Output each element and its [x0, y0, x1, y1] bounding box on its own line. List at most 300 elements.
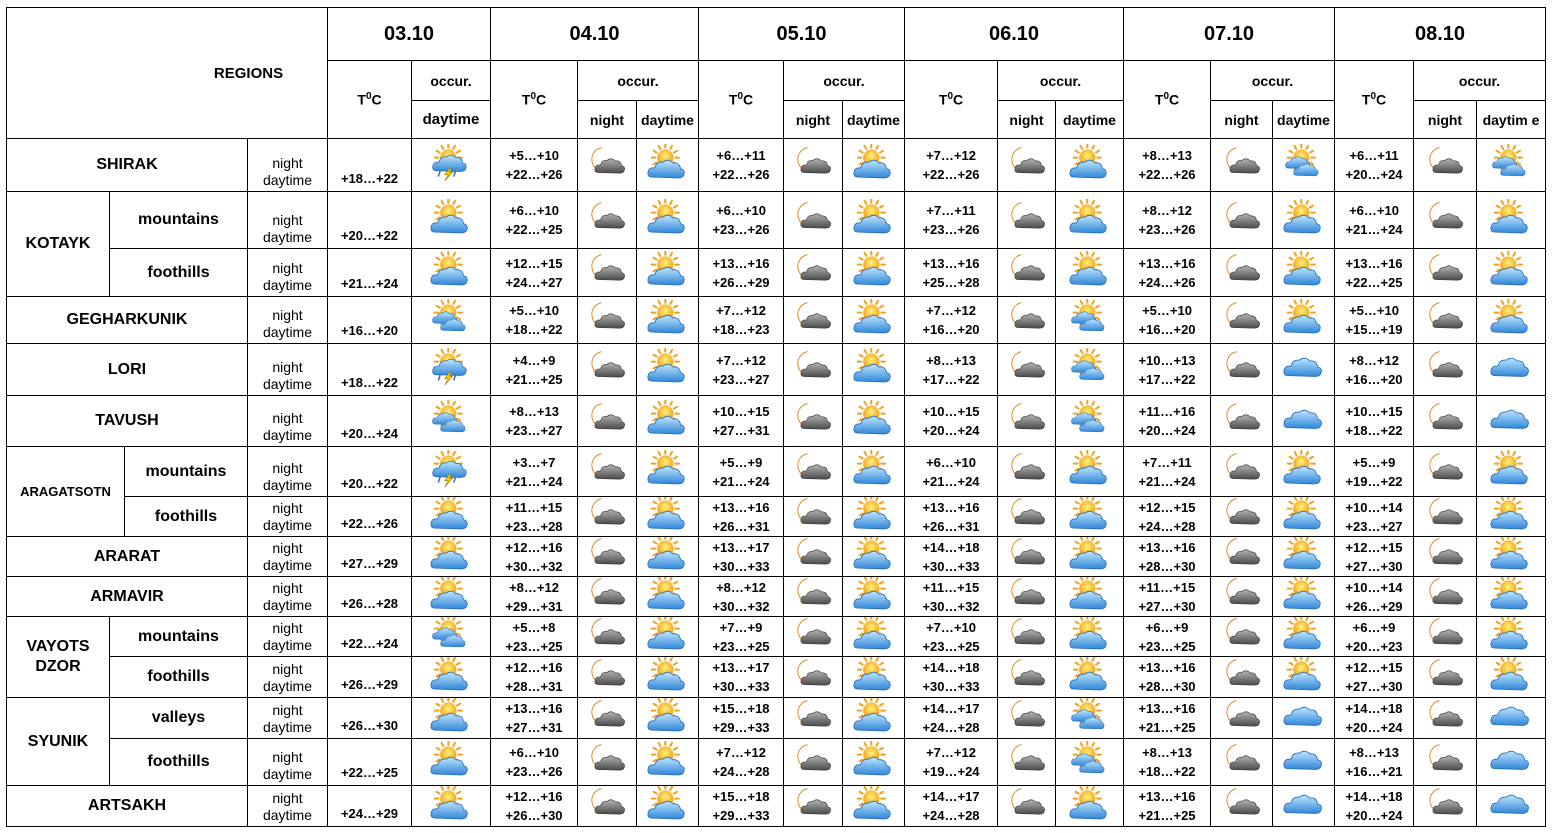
weather-cell — [1210, 248, 1273, 297]
weather-cell — [411, 496, 491, 537]
night-temp: +7…+12 — [926, 148, 976, 163]
weather-cell — [636, 697, 699, 739]
sun-cloud-icon — [853, 450, 895, 493]
sun-cloud-icon — [1069, 785, 1111, 827]
occur-label: occur. — [1251, 72, 1294, 89]
moon-cloud-icon — [1221, 741, 1263, 784]
period-labels — [247, 248, 328, 297]
sun-cloud-icon — [430, 496, 472, 537]
sun-clouds-icon — [1283, 144, 1325, 187]
date-label: 08.10 — [1414, 22, 1466, 45]
sun-cloud-icon — [853, 741, 895, 784]
region-name — [6, 296, 248, 344]
night-temp: +6…+10 — [509, 745, 559, 760]
weather-cell — [577, 576, 637, 617]
night-temp: +10…+14 — [1345, 499, 1403, 515]
daytime-period-label: daytime — [262, 324, 313, 340]
day-temp: +24…+28 — [1138, 518, 1196, 534]
day-temp: +21…+25 — [505, 371, 563, 387]
temp-0310 — [327, 536, 412, 577]
day-temp: +30…+32 — [922, 598, 980, 614]
weather-cell — [1476, 738, 1546, 786]
day-temp: +23…+25 — [1138, 638, 1196, 654]
temp-range-cell — [698, 248, 784, 297]
daytime-period-label: daytime — [262, 172, 313, 188]
temp-range-cell — [490, 576, 578, 617]
day-temp: +27…+31 — [712, 423, 770, 438]
sun-cloud-icon — [647, 299, 689, 342]
daytime-label: daytime — [1063, 111, 1116, 128]
sun-cloud-icon — [853, 616, 895, 657]
day-temp: +21…+25 — [1138, 720, 1196, 735]
night-label: night — [1009, 111, 1044, 128]
sun-clouds-icon — [430, 616, 472, 657]
weather-cell — [842, 296, 905, 344]
weather-cell — [411, 248, 491, 297]
day-temp: +16…+20 — [1345, 371, 1403, 387]
sun-cloud-icon — [853, 785, 895, 827]
moon-cloud-icon — [586, 741, 628, 784]
weather-cell — [577, 616, 637, 657]
temp-range-cell — [1123, 576, 1211, 617]
moon-cloud-icon — [1006, 741, 1048, 784]
daytime-header — [1055, 100, 1124, 139]
night-temp: +12…+16 — [505, 539, 563, 555]
temperature-label — [357, 91, 381, 108]
occur-label: occur. — [823, 72, 865, 89]
temp-range: +21…+24 — [340, 276, 399, 291]
weather-cell — [997, 138, 1056, 192]
weather-cell — [1210, 395, 1273, 447]
weather-cell — [1055, 785, 1124, 827]
sun-cloud-icon — [430, 656, 472, 698]
temp-range-cell — [904, 738, 998, 786]
day-temp: +18…+23 — [712, 322, 770, 337]
weather-cell — [783, 296, 843, 344]
weather-cell — [411, 785, 491, 827]
weather-cell — [783, 576, 843, 617]
daytime-label: daytime — [422, 111, 480, 128]
moon-cloud-icon — [1424, 741, 1466, 784]
night-header — [783, 100, 843, 139]
night-temp: +14…+18 — [1345, 789, 1403, 804]
temp-range-cell — [490, 697, 578, 739]
temp-header — [1123, 60, 1211, 139]
weather-cell — [1476, 576, 1546, 617]
weather-cell — [1476, 656, 1546, 698]
day-temp: +15…+19 — [1345, 322, 1403, 337]
sun-cloud-icon — [1490, 199, 1532, 242]
night-temp: +7…+12 — [926, 745, 976, 760]
night-temp: +13…+16 — [1138, 539, 1196, 555]
weather-cell — [636, 296, 699, 344]
date-header — [904, 7, 1124, 61]
day-temp: +24…+28 — [922, 808, 980, 823]
temp-range: +20…+22 — [340, 228, 399, 243]
moon-cloud-icon — [586, 656, 628, 698]
weather-cell — [1210, 785, 1273, 827]
weather-cell — [842, 738, 905, 786]
weather-cell — [783, 656, 843, 698]
temp-range: +22…+26 — [340, 516, 399, 531]
weather-cell — [842, 536, 905, 577]
temp-range-cell — [490, 395, 578, 447]
weather-cell — [636, 138, 699, 192]
subregion-name — [109, 248, 248, 297]
weather-cell — [783, 697, 843, 739]
day-temp: +28…+31 — [505, 679, 563, 694]
sun-clouds-icon — [1069, 400, 1111, 443]
moon-cloud-icon — [1006, 144, 1048, 187]
region-label: TAVUSH — [95, 412, 159, 429]
weather-cell — [636, 496, 699, 537]
subregion-name — [124, 446, 248, 497]
weather-cell — [842, 343, 905, 396]
weather-cell — [577, 656, 637, 698]
weather-cell — [1272, 536, 1335, 577]
moon-cloud-icon — [1221, 199, 1263, 242]
night-temp: +6…+9 — [1352, 619, 1396, 635]
day-temp: +24…+26 — [1138, 274, 1196, 290]
moon-cloud-icon — [792, 251, 834, 294]
day-temp: +22…+26 — [1138, 167, 1196, 182]
moon-cloud-icon — [792, 496, 834, 537]
sun-cloud-icon — [1069, 450, 1111, 493]
day-temp: +20…+24 — [1345, 167, 1403, 182]
moon-cloud-icon — [1221, 785, 1263, 827]
weather-cell — [411, 446, 491, 497]
weather-cell — [997, 697, 1056, 739]
night-temp: +6…+9 — [1145, 619, 1189, 635]
region-label: ARARAT — [93, 547, 161, 565]
moon-cloud-icon — [1424, 299, 1466, 342]
region-label: ARTSAKH — [87, 797, 167, 814]
weather-cell — [997, 446, 1056, 497]
night-period-label: night — [272, 500, 303, 516]
weather-cell — [636, 738, 699, 786]
sun-cloud-icon — [1490, 496, 1532, 537]
period-labels — [247, 343, 328, 396]
temp-label-t: T — [357, 91, 366, 108]
temperature-label — [522, 91, 546, 108]
sun-cloud-icon — [853, 299, 895, 342]
moon-cloud-icon — [586, 785, 628, 827]
temp-range-cell — [1334, 446, 1414, 497]
night-period-label: night — [272, 359, 303, 375]
sun-clouds-icon — [1069, 299, 1111, 342]
night-period-label: night — [272, 212, 303, 228]
sun-cloud-icon — [430, 251, 472, 294]
weather-cell — [1413, 191, 1477, 249]
temperature-label — [1155, 91, 1179, 108]
night-temp: +6…+10 — [926, 454, 976, 470]
moon-cloud-icon — [1006, 400, 1048, 443]
period-labels — [247, 446, 328, 497]
weather-cell — [1272, 138, 1335, 192]
night-label: night — [1427, 111, 1463, 128]
weather-cell — [411, 656, 491, 698]
date-label: 03.10 — [383, 22, 435, 45]
sun-cloud-icon — [647, 576, 689, 617]
night-temp: +5…+10 — [1349, 303, 1399, 318]
day-temp: +30…+32 — [712, 598, 770, 614]
day-temp: +16…+20 — [1138, 322, 1196, 337]
occur-header — [577, 60, 699, 101]
temp-range-cell — [904, 446, 998, 497]
temp-range-cell — [490, 785, 578, 827]
temp-range-cell — [698, 496, 784, 537]
temp-0310 — [327, 296, 412, 344]
date-header — [327, 7, 491, 61]
subregion-label: foothills — [154, 507, 218, 525]
temp-range-cell — [904, 395, 998, 447]
sun-cloud-icon — [853, 697, 895, 739]
weather-cell — [1055, 248, 1124, 297]
day-temp: +17…+22 — [1138, 371, 1196, 387]
night-period-label: night — [272, 155, 303, 171]
weather-cell — [1055, 446, 1124, 497]
temp-0310 — [327, 395, 412, 447]
temp-range: +22…+25 — [340, 765, 399, 780]
moon-cloud-icon — [1424, 616, 1466, 657]
night-temp: +5…+9 — [719, 454, 763, 470]
region-name — [6, 446, 125, 537]
moon-cloud-icon — [792, 348, 834, 391]
weather-cell — [1210, 576, 1273, 617]
moon-cloud-icon — [1221, 144, 1263, 187]
weather-cell — [577, 536, 637, 577]
sun-cloud-icon — [853, 576, 895, 617]
night-temp: +10…+15 — [712, 404, 770, 419]
temperature-label — [1362, 91, 1386, 108]
temp-range-cell — [904, 343, 998, 396]
moon-cloud-icon — [1006, 199, 1048, 242]
sun-cloud-icon — [853, 536, 895, 577]
temp-range-cell — [1123, 446, 1211, 497]
weather-cell — [783, 616, 843, 657]
temp-range-cell — [1123, 616, 1211, 657]
weather-cell — [842, 576, 905, 617]
region-name — [6, 395, 248, 447]
weather-cell — [1055, 343, 1124, 396]
moon-cloud-icon — [1006, 785, 1048, 827]
weather-cell — [1413, 785, 1477, 827]
weather-cell — [1210, 343, 1273, 396]
weather-cell — [636, 536, 699, 577]
weather-cell — [1413, 446, 1477, 497]
weather-cell — [577, 248, 637, 297]
temp-range: +18…+22 — [340, 375, 399, 390]
temp-range-cell — [1123, 656, 1211, 698]
moon-cloud-icon — [792, 450, 834, 493]
weather-cell — [842, 656, 905, 698]
cloud-icon — [1490, 741, 1532, 784]
weather-cell — [1413, 536, 1477, 577]
night-temp: +12…+15 — [1345, 660, 1403, 675]
day-temp: +23…+26 — [712, 222, 770, 237]
sun-cloud-icon — [647, 496, 689, 537]
night-temp: +13…+16 — [1345, 255, 1403, 271]
sun-cloud-icon — [853, 496, 895, 537]
weather-cell — [1055, 656, 1124, 698]
weather-cell — [411, 343, 491, 396]
night-temp: +14…+18 — [922, 660, 980, 675]
weather-cell — [577, 395, 637, 447]
sun-cloud-icon — [1283, 199, 1325, 242]
temp-range-cell — [490, 248, 578, 297]
period-labels — [247, 785, 328, 827]
storm-icon — [430, 450, 472, 493]
day-temp: +27…+30 — [1138, 598, 1196, 614]
sun-cloud-icon — [647, 741, 689, 784]
night-temp: +13…+17 — [712, 660, 770, 675]
sun-cloud-icon — [1069, 656, 1111, 698]
temp-range-cell — [698, 576, 784, 617]
day-temp: +29…+31 — [505, 598, 563, 614]
temp-range-cell — [1334, 191, 1414, 249]
moon-cloud-icon — [586, 251, 628, 294]
moon-cloud-icon — [586, 576, 628, 617]
temp-range-cell — [1334, 138, 1414, 192]
sun-cloud-icon — [1283, 616, 1325, 657]
weather-cell — [783, 496, 843, 537]
temp-range: +16…+20 — [340, 323, 399, 338]
temp-0310 — [327, 656, 412, 698]
occur-label: occur. — [1039, 72, 1082, 89]
moon-cloud-icon — [1424, 251, 1466, 294]
moon-cloud-icon — [1424, 656, 1466, 698]
temp-range-cell — [490, 616, 578, 657]
temp-range-cell — [1123, 138, 1211, 192]
moon-cloud-icon — [792, 616, 834, 657]
day-temp: +23…+27 — [1345, 518, 1403, 534]
night-temp: +15…+18 — [712, 789, 770, 804]
weather-cell — [636, 395, 699, 447]
night-temp: +5…+10 — [509, 303, 559, 318]
night-period-label: night — [272, 790, 303, 806]
occur-label: occur. — [430, 72, 472, 89]
night-temp: +12…+16 — [505, 789, 563, 804]
moon-cloud-icon — [1221, 251, 1263, 294]
night-temp: +8…+12 — [1142, 203, 1192, 218]
day-temp: +23…+26 — [1138, 222, 1196, 237]
weather-cell — [1210, 738, 1273, 786]
period-labels — [247, 697, 328, 739]
weather-cell — [1272, 576, 1335, 617]
night-period-label: night — [272, 580, 303, 596]
sun-cloud-icon — [1283, 576, 1325, 617]
date-label: 07.10 — [1203, 22, 1255, 45]
daytime-period-label: daytime — [262, 427, 313, 443]
temp-range-cell — [904, 656, 998, 698]
weather-cell — [1413, 248, 1477, 297]
temp-range-cell — [698, 395, 784, 447]
night-temp: +8…+12 — [1349, 352, 1399, 368]
temp-range-cell — [698, 616, 784, 657]
moon-cloud-icon — [586, 144, 628, 187]
subregion-label: mountains — [138, 211, 219, 228]
night-temp: +5…+8 — [512, 619, 556, 635]
day-temp: +18…+22 — [505, 322, 563, 337]
sun-cloud-icon — [1283, 251, 1325, 294]
sun-cloud-icon — [647, 785, 689, 827]
weather-cell — [842, 191, 905, 249]
night-temp: +8…+13 — [1142, 745, 1192, 760]
day-temp: +22…+25 — [505, 222, 563, 237]
weather-cell — [842, 785, 905, 827]
weather-cell — [411, 536, 491, 577]
temp-range-cell — [1334, 785, 1414, 827]
moon-cloud-icon — [586, 299, 628, 342]
sun-cloud-icon — [430, 576, 472, 617]
sun-cloud-icon — [1069, 616, 1111, 657]
sun-cloud-icon — [1283, 299, 1325, 342]
weather-cell — [997, 496, 1056, 537]
temp-0310 — [327, 446, 412, 497]
weather-cell — [577, 343, 637, 396]
moon-cloud-icon — [792, 576, 834, 617]
moon-cloud-icon — [586, 199, 628, 242]
temp-label-unit: C — [953, 91, 964, 108]
sun-cloud-icon — [1490, 299, 1532, 342]
moon-cloud-icon — [792, 199, 834, 242]
period-labels — [247, 296, 328, 344]
temp-range-cell — [490, 738, 578, 786]
weather-cell — [636, 576, 699, 617]
sun-cloud-icon — [853, 348, 895, 391]
day-temp: +28…+30 — [1138, 558, 1196, 574]
temp-range-cell — [1334, 656, 1414, 698]
period-labels — [247, 616, 328, 657]
temp-range-cell — [1334, 496, 1414, 537]
weather-cell — [1210, 616, 1273, 657]
temp-label-unit: C — [743, 91, 754, 108]
daytime-period-label: daytime — [262, 678, 313, 694]
temp-range-cell — [1123, 296, 1211, 344]
night-header — [1413, 100, 1477, 139]
temp-range-cell — [1334, 343, 1414, 396]
date-label: 05.10 — [776, 22, 827, 45]
temp-range: +24…+29 — [340, 806, 399, 821]
period-labels — [247, 656, 328, 698]
sun-cloud-icon — [430, 697, 472, 739]
night-temp: +6…+11 — [716, 148, 766, 163]
daytime-header — [1476, 100, 1546, 139]
day-temp: +21…+24 — [1138, 473, 1196, 489]
temp-range-cell — [698, 446, 784, 497]
sun-cloud-icon — [853, 144, 895, 187]
temp-range-cell — [1123, 738, 1211, 786]
occur-header — [1413, 60, 1546, 101]
weather-cell — [1476, 496, 1546, 537]
sun-cloud-icon — [853, 251, 895, 294]
date-label: 06.10 — [988, 22, 1040, 45]
night-temp: +13…+16 — [922, 255, 980, 271]
moon-cloud-icon — [1424, 536, 1466, 577]
moon-cloud-icon — [1006, 576, 1048, 617]
moon-cloud-icon — [1006, 536, 1048, 577]
moon-cloud-icon — [1424, 144, 1466, 187]
day-temp: +23…+27 — [505, 423, 563, 438]
weather-cell — [997, 536, 1056, 577]
sun-cloud-icon — [430, 785, 472, 827]
subregion-label: mountains — [138, 627, 219, 645]
weather-cell — [1476, 616, 1546, 657]
night-temp: +13…+17 — [712, 539, 770, 555]
night-temp: +13…+16 — [505, 701, 563, 716]
cloud-icon — [1283, 697, 1325, 739]
temp-range-cell — [904, 616, 998, 657]
